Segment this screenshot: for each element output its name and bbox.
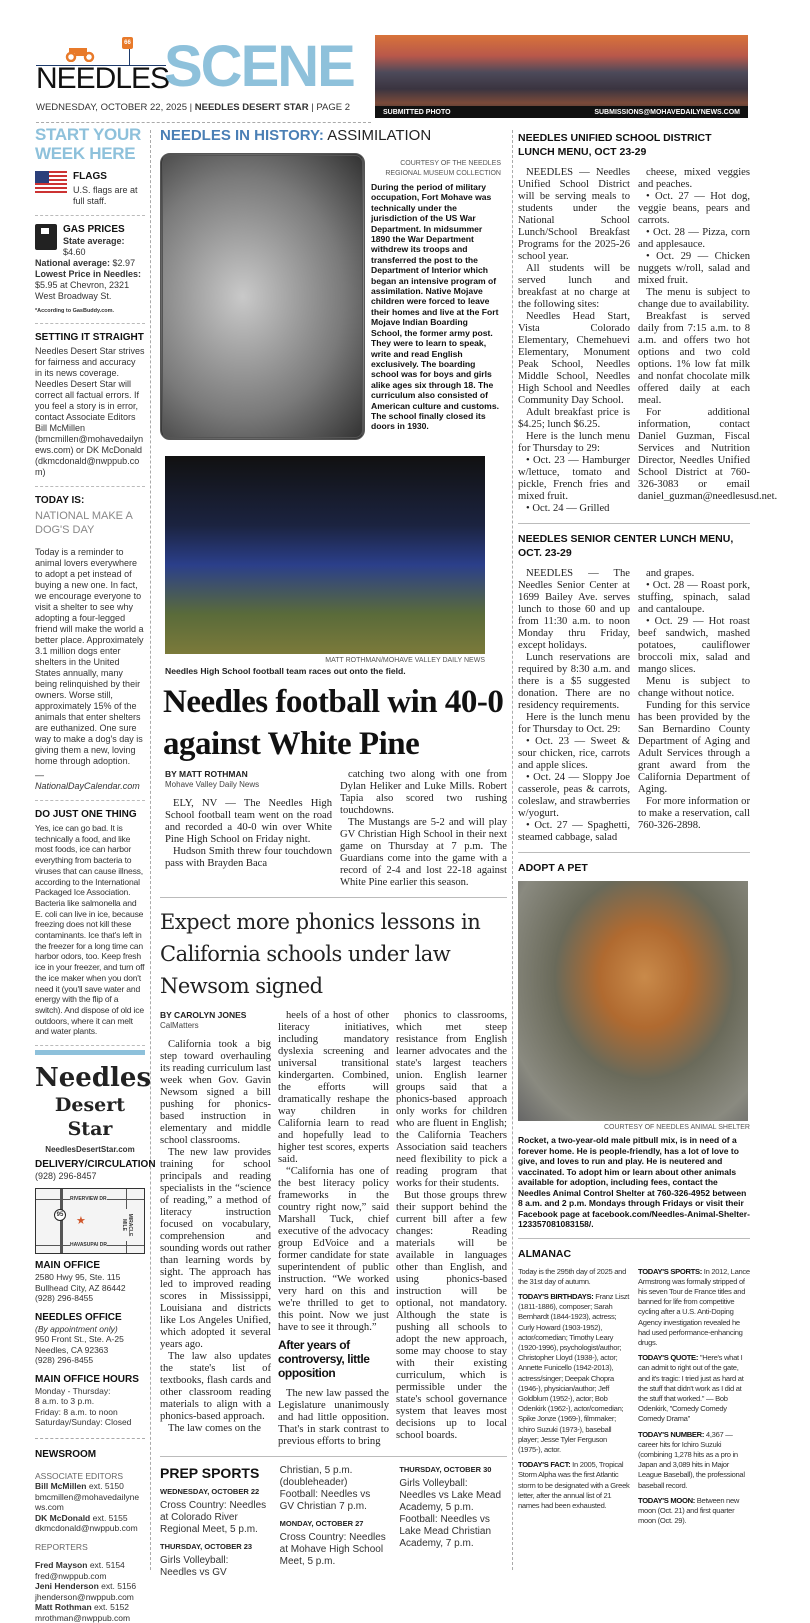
flags-title: FLAGS: [73, 171, 107, 182]
flags-text: U.S. flags are at full staff.: [73, 185, 138, 206]
staff-name: DK McDonald: [35, 1512, 91, 1523]
history-section: [160, 153, 507, 440]
address-line: Bullhead City, AZ 86442: [35, 1282, 126, 1293]
gas-note: *According to GasBuddy.com.: [35, 308, 115, 314]
nusd-lunch-menu: [518, 131, 778, 515]
almanac-intro: Today is the 295th day of 2025 and the 31st day of autumn.: [518, 1266, 627, 1286]
section-divider: [518, 852, 750, 853]
staff-name: Fred Mayson: [35, 1560, 88, 1571]
phone: (928) 296-8455: [35, 1355, 94, 1366]
menu-paragraph: Menu is subject to change without notice.: [638, 676, 750, 699]
article-paragraph: The Mustangs are 5-2 and will play GV Christian High School in their next game on Thursday at 7 p.m. The Guardians come into the game with a record of 2-4 and lost 22-18 against White Pine earlier this season.: [340, 817, 507, 888]
photo-credit: COURTESY OF NEEDLES ANIMAL SHELTER: [603, 1124, 750, 1131]
hours-title: MAIN OFFICE HOURS: [35, 1373, 139, 1385]
menu-paragraph: • Oct. 28 — Roast pork, stuffing, spinach, salad and cantaloupe.: [638, 580, 750, 615]
schedule-day: THURSDAY, OCTOBER 23: [160, 1542, 253, 1551]
history-title: ASSIMILATION: [327, 127, 432, 144]
menu-paragraph: • Oct. 23 — Hamburger w/lettuce, tomato and pickle, French fries and mixed fruit.: [518, 455, 630, 502]
photo-credit: COURTESY OF THE NEEDLES REGIONAL MUSEUM COLLECTION: [385, 160, 501, 177]
delivery-title: DELIVERY/CIRCULATION: [35, 1159, 156, 1171]
senior-lunch-menu: [518, 532, 750, 844]
almanac-text: In 2012, Lance Armstrong was formally stripped of his seven Tour de France titles and banned for life from competitive cycling after a U.S. Anti-Doping Agency investigation revealed he had used performance-enhancing drugs.: [638, 1266, 750, 1347]
highway-95-marker: 95: [54, 1209, 66, 1221]
office-star-icon: ★: [76, 1215, 86, 1228]
reporters-label: REPORTERS: [35, 1541, 88, 1552]
almanac-item: [518, 1292, 630, 1455]
nusd-title: NEEDLES UNIFIED SCHOOL DISTRICT LUNCH MENU, OCT 23-29: [518, 132, 712, 158]
staff-name: Bill McMillen: [35, 1481, 87, 1492]
menu-paragraph: The menu is subject to change due to availability.: [638, 287, 750, 310]
almanac-label: TODAY'S MOON:: [638, 1495, 695, 1505]
staff-email[interactable]: mrothman@nwppub.com: [35, 1612, 131, 1623]
do-one-thing-title: DO JUST ONE THING: [35, 809, 137, 820]
menu-paragraph: • Oct. 28 — Pizza, corn and applesauce.: [638, 227, 750, 250]
menu-paragraph: For more information or to make a reservation, call 760-326-2898.: [638, 796, 750, 831]
lowest-price: $5.95 at Chevron, 2321 West Broadway St.: [35, 280, 130, 301]
almanac-item: [518, 1460, 630, 1511]
photo-caption: Needles High School football team races out onto the field.: [165, 666, 406, 676]
delivery-phone: (928) 296-8457: [35, 1171, 97, 1182]
menu-paragraph: Here is the lunch menu for Thursday to Oct. 29:: [518, 712, 630, 735]
photo-credit: MATT ROTHMAN/MOHAVE VALLEY DAILY NEWS: [325, 657, 485, 664]
article-paragraph: California took a big step toward overhauling its reading curriculum last week when Gov. Gavin Newsom signed a bill pushing for phonics-based instruction in elementary and middle school classrooms.: [160, 1039, 271, 1146]
schedule-day: THURSDAY, OCTOBER 30: [399, 1465, 492, 1474]
submissions-email[interactable]: SUBMISSIONS@MOHAVEDAILYNEWS.COM: [594, 108, 740, 116]
byline-org: Mohave Valley Daily News: [165, 780, 260, 789]
football-photo: [165, 456, 485, 654]
dateline: [36, 102, 350, 113]
website-link[interactable]: NeedlesDesertStar.com: [45, 1145, 135, 1155]
today-is-source: — NationalDayCalendar.com: [35, 770, 140, 791]
national-average-label: National average:: [35, 258, 111, 268]
do-one-thing-text: Yes, ice can go bad. It is technically a food, and like most foods, ice can harbor everything from bacteria to viruses that can cause illness, according to the International Packaged Ice Association. Bacteria like salmonella and E. coli can live in ice, because freezing does not kill these contaminants. Ice that's left in the freezer for a long time can harbor odors, too. Keep fresh ice in your freezer, and turn off the ice maker when you don't need it (you'll save water and energy with the flip of a switch). And dispose of old ice outdoors, where it can melt and water plants.: [35, 823, 145, 1037]
left-sidebar: [35, 125, 156, 1623]
lowest-price-label: Lowest Price in Needles:: [35, 269, 142, 279]
paper-name: NEEDLES DESERT STAR: [194, 102, 309, 113]
state-average: $4.60: [63, 247, 86, 257]
adopt-title: ADOPT A PET: [518, 862, 588, 874]
history-heading: [160, 127, 507, 145]
issue-date: WEDNESDAY, OCTOBER 22, 2025: [36, 102, 188, 113]
menu-paragraph: • Oct. 27 — Hot dog, veggie beans, pears and carrots.: [638, 191, 750, 226]
staff-email[interactable]: fred@nwppub.com: [35, 1570, 107, 1581]
schedule-event: Football: Needles vs Lake Mead Christian Academy, 7 p.m.: [399, 1514, 492, 1549]
needles-office-title: NEEDLES OFFICE: [35, 1311, 122, 1323]
hours-line: Saturday/Sunday: Closed: [35, 1417, 132, 1428]
submitted-photo: [375, 35, 748, 118]
desert-star-logo: Needles: [35, 1063, 152, 1094]
byline: BY CAROLYN JONES: [160, 1010, 247, 1020]
article-paragraph: catching two along with one from Dylan Heliker and Luke Mills. Robert Tapia also scored two rushing touchdowns.: [340, 769, 507, 816]
map-street-label: RIVERVIEW DR: [70, 1196, 107, 1203]
staff-ext: ext. 5152: [94, 1602, 130, 1613]
phonics-article-body: [160, 1010, 507, 1448]
prep-sports-title: PREP SPORTS: [160, 1465, 260, 1481]
article-paragraph: But those groups threw their support behind the current bill after a few changes: Reading materials will be available in languages other than English, and using phonics-based instruction will be optional, not mandatory. Although the state is pushing all schools to adopt the new approach, some may choose to stay with their existing curriculum, which is permissible under the state's school governance system that leaves most decisions up to local school boards.: [396, 1190, 507, 1441]
schedule-event: Football: Needles vs GV Christian 7 p.m.: [279, 1489, 371, 1512]
staff-ext: ext. 5155: [92, 1512, 128, 1523]
desert-star-logo: Desert Star: [54, 1094, 126, 1141]
page-number: PAGE 2: [316, 102, 350, 113]
article-paragraph: heels of a host of other literacy initiatives, including mandatory dyslexia screening and universal transitional kindergarten. Combined, the efforts will dramatically reshape the way children in California learn to read and hopefully lead to higher test scores, experts said.: [278, 1010, 389, 1165]
menu-paragraph: All students will be served lunch and breakfast at no charge at the following sites:: [518, 263, 630, 310]
column-divider: [150, 130, 151, 1570]
almanac-label: TODAY'S SPORTS:: [638, 1266, 702, 1276]
right-column: [518, 131, 778, 1531]
section-divider: [518, 523, 750, 524]
phone: (928) 296-8455: [35, 1293, 94, 1304]
schedule-event: Cross Country: Needles at Colorado River Regional Meet, 5 p.m.: [160, 1500, 267, 1535]
menu-paragraph: Here is the lunch menu for Thursday to 29:: [518, 431, 630, 454]
menu-paragraph: • Oct. 24 — Grilled: [526, 503, 610, 514]
almanac-text: "Here's what I can admit to right out of the gate, and it's tragic: I tried just as hard at the stuff that didn't work as I did at the stuff that worked." — Bob Odenkirk, "Comedy Comedy Comedy Drama": [638, 1353, 744, 1424]
schedule-event: Girls Volleyball: Needles vs GV Christian, 5 p.m. (doubleheader): [160, 1465, 353, 1578]
almanac-item: [638, 1430, 750, 1491]
almanac-title: ALMANAC: [518, 1247, 572, 1260]
photo-credit: SUBMITTED PHOTO: [383, 108, 451, 116]
motorcycle-icon: [63, 46, 99, 62]
staff-ext: ext. 5156: [101, 1581, 137, 1592]
article-paragraph: “California has one of the best literacy policy frameworks in the country right now,” said Marshall Tuck, chief executive of the advocacy group EdVoice and a former candidate for state superintendent of public instruction. “We worked very hard on this and we're thrilled to get to this point. Now we just have to see it through.”: [278, 1166, 389, 1333]
sidebar-title: START YOUR WEEK HERE: [35, 125, 141, 163]
article-subhead: After years of controversy, little opposition: [278, 1338, 370, 1380]
article-paragraph: The new law provides training for school principals and reading specialists in the “science of reading,” a method of literacy instruction focused on vocabulary, comprehension and sounding words out rather than learning words by sight. The approach has led to improved reading scores in Mississippi, Louisiana and districts like Los Angeles Unified, which adopted it several years ago.: [160, 1147, 271, 1350]
article-paragraph: Hudson Smith threw four touchdown pass with Brayden Baca: [165, 846, 332, 869]
separator: |: [311, 102, 314, 113]
staff-ext: ext. 5150: [88, 1481, 124, 1492]
office-map: [35, 1188, 145, 1254]
gas-pump-icon: [35, 224, 57, 250]
address-line: Needles, CA 92363: [35, 1344, 109, 1355]
route-number: 66: [124, 40, 131, 46]
menu-paragraph: Needles Head Start, Vista Colorado Elementary, Chemehuevi Elementary, Monument Peak School, Needles Middle School, Needles High School and Needles Community Day School.: [518, 311, 630, 406]
almanac-text: Franz Liszt (1811-1886), composer; Sarah Bernhardt (1844-1923), actress; Curly Howard (1903-1952), actor/comedian; Timothy Leary (1920-1996), psychologist/author; Christopher Lloyd (1938-), actor; Annette Funicello (1942-2013), actress/singer; Deepak Chopra (1946-), physician/author; Jeff Goldblum (1952-), actor; Bob Odenkirk (1962-), actor/comedian; Spike Jonze (1969-), filmmaker; Ichiro Suzuki (1973-), baseball player; Jesse Tyler Ferguson (1975-), actor.: [518, 1291, 630, 1454]
schedule-event: Girls Volleyball: Needles vs Lake Mead Academy, 5 p.m.: [399, 1478, 502, 1513]
hours-line: Monday - Thursday:: [35, 1385, 111, 1396]
adopt-text: Rocket, a two-year-old male pitbull mix, is in need of a forever home. He is people-friendly, has a lot of love to give, and loves to run and play. He is neutered and vaccinated. To adopt him or learn about other animals available for adoption, including fees, contact the Needles Animal Control Shelter at 760-326-4952 between 8 a.m. and 2 p.m. Mondays through Fridays or visit their Facebook page at facebook.com/Needles-Animal-Shelter-123357081083158/.: [518, 1135, 750, 1229]
hours-line: Friday: 8 a.m. to noon: [35, 1406, 118, 1417]
gas-title: GAS PRICES: [63, 224, 125, 235]
staff-email[interactable]: bmcmillen@mohavedailynews.com: [35, 1491, 140, 1513]
menu-paragraph: NEEDLES — Needles Unified School District will be serving meals to students under the National School Lunch/School Breakfast Programs for the 2025-26 school year.: [518, 167, 630, 262]
hours-line: 8 a.m. to 3 p.m.: [35, 1396, 95, 1407]
article-paragraph: phonics to classrooms, which met steep resistance from English learner advocates and the state's largest teachers union. English learner groups said that a phonics-based approach only works for children who are fluent in English; the California Teachers Association said teachers need flexibility to pick a reading program that works for their students.: [396, 1010, 507, 1189]
almanac: [518, 1247, 750, 1532]
header-divider: [36, 122, 371, 123]
today-is-text: Today is a reminder to animal lovers everywhere to adopt a pet instead of buying a new one. In fact, we encourage everyone to visit a shelter to see why adopting a four-legged friend will make the world a better place. Approximately 3.1 million dogs enter shelters in the United States annually, many being relinquished by their owners. Worse still, approximately 15% of the animals that enter shelters are euthanized. One sure way to make a dog's day is giving them a new, loving home through adoption.: [35, 547, 144, 766]
almanac-text: In 2005, Tropical Storm Alpha was the first Atlantic storm to be designated with a Greek letter, after the annual list of 21 names had been exhausted.: [518, 1460, 630, 1510]
menu-paragraph: For additional information, contact Daniel Guzman, Fiscal Services and Nutrition Director, Needles Unified School District at 760-326-3083 or email daniel_guzman@needlesusd.net.: [638, 407, 778, 502]
menu-paragraph: Lunch reservations are required by 8:30 a.m. and there is a $5 suggested donation. There are no residency requirements.: [518, 652, 630, 711]
history-kicker: NEEDLES IN HISTORY:: [160, 127, 324, 144]
almanac-label: TODAY'S BIRTHDAYS:: [518, 1291, 594, 1301]
menu-paragraph: • Oct. 29 — Hot roast beef sandwich, mashed potatoes, cauliflower broccoli mix, salad and mango slices.: [638, 616, 750, 675]
football-headline: Needles football win 40-0 against White Pine: [163, 684, 504, 762]
almanac-text: Between new moon (Oct. 21) and first quarter moon (Oct. 29).: [638, 1495, 740, 1526]
staff-name: Jeni Henderson: [35, 1581, 99, 1592]
schedule-day: MONDAY, OCTOBER 27: [279, 1519, 364, 1528]
article-paragraph: The law also updates the state's list of textbooks, flash cards and other classroom reading materials to align with a phonics-based approach.: [160, 1351, 271, 1422]
photo-caption-bar: [375, 106, 748, 118]
menu-paragraph: NEEDLES — The Needles Senior Center at 1699 Bailey Ave. serves lunch to those 60 and up from 11:30 a.m. to noon Monday thru Friday, except holidays.: [518, 568, 630, 651]
almanac-item: [638, 1496, 750, 1527]
staff-email[interactable]: dkmcdonald@nwppub.com: [35, 1523, 138, 1534]
menu-paragraph: • Oct. 29 — Chicken nuggets w/roll, salad and mixed fruit.: [638, 251, 750, 286]
editors-label: ASSOCIATE EDITORS: [35, 1470, 124, 1481]
section-divider: [518, 1238, 750, 1239]
staff-name: Matt Rothman: [35, 1602, 92, 1613]
article-paragraph: The new law passed the Legislature unanimously and had little opposition. That's in stark contrast to previous efforts to bring: [278, 1388, 389, 1447]
almanac-item: [638, 1267, 750, 1349]
prep-sports: [160, 1465, 507, 1579]
masthead-scene: SCENE: [164, 34, 354, 99]
football-article-body: [165, 769, 507, 889]
senior-title: NEEDLES SENIOR CENTER LUNCH MENU, OCT. 23-29: [518, 533, 734, 559]
appointment-note: (By appointment only): [35, 1323, 118, 1334]
today-is-name: NATIONAL MAKE A DOG'S DAY: [35, 510, 133, 536]
address-line: 2580 Hwy 95, Ste. 115: [35, 1272, 121, 1283]
route-66-sign-icon: [122, 37, 133, 49]
main-office-title: MAIN OFFICE: [35, 1260, 100, 1272]
byline: BY MATT ROTHMAN: [165, 769, 248, 779]
accent-bar: [35, 1050, 145, 1055]
menu-paragraph: • Oct. 23 — Sweet & sour chicken, rice, carrots and apple slices.: [518, 736, 630, 771]
almanac-text: 4,367 — career hits for Ichiro Suzuki (combining 1,278 hits as a pro in Japan and 3,089 hits in Major League Baseball), the professional baseball record.: [638, 1429, 745, 1490]
menu-paragraph: • Oct. 27 — Spaghetti, steamed cabbage, salad: [518, 820, 630, 843]
map-street-label: MIRACLE MILE: [121, 1209, 133, 1241]
byline-org: CalMatters: [160, 1021, 199, 1030]
separator: |: [189, 102, 193, 113]
middle-column: [160, 127, 507, 1579]
state-average-label: State average:: [63, 236, 125, 246]
national-average: $2.97: [112, 258, 136, 268]
setting-straight-title: SETTING IT STRAIGHT: [35, 332, 144, 343]
staff-email[interactable]: jhenderson@nwppub.com: [35, 1591, 134, 1602]
menu-paragraph: cheese, mixed veggies and peaches.: [638, 167, 750, 190]
menu-paragraph: Funding for this service has been provided by the San Bernardino County Department of Aging and Adult Services through a grant award from the California Department of Aging.: [638, 700, 750, 795]
article-paragraph: ELY, NV — The Needles High School football team went on the road and recorded a 40-0 win over White Pine High School on Friday night.: [165, 798, 332, 845]
menu-paragraph: and grapes.: [646, 568, 695, 579]
menu-paragraph: Adult breakfast price is $4.25; lunch $6.25.: [518, 407, 630, 430]
history-photo: [160, 153, 365, 440]
article-paragraph: The law comes on the: [168, 1423, 261, 1434]
section-divider: [160, 1456, 507, 1457]
schedule-event: Cross Country: Needles at Mohave High School Meet, 5 p.m.: [279, 1532, 386, 1567]
history-caption: During the period of military occupation, Fort Mohave was technically under the jurisdiction of the US War Department. In midsummer 1890 the War Department withdrew its troops and transferred the post to the Department of Interior which began an intensive program of assimilation. Native Mojave children were forced to leave their homes and live at the Fort Mojave Indian Boarding School, the former army post. They were to learn to speak, write and read English exclusively. The boarding school was for boys and girls alike ages six through 18. The curriculum also consisted of American culture and customs. The school finally closed its doors in 1930.: [371, 182, 499, 432]
schedule-day: WEDNESDAY, OCTOBER 22: [160, 1487, 260, 1496]
newsroom-title: NEWSROOM: [35, 1448, 97, 1460]
us-flag-icon: [35, 171, 67, 195]
today-is-title: TODAY IS:: [35, 495, 85, 506]
phonics-headline: Expect more phonics lessons in California schools under law Newsom signed: [160, 910, 481, 998]
menu-paragraph: Breakfast is served daily from 7:15 a.m. to 8 a.m. and offers two hot options and two cold options. 1% low fat milk and nonfat chocolate milk offered daily at each meal.: [638, 311, 750, 406]
column-divider: [512, 130, 513, 1570]
menu-paragraph: • Oct. 24 — Sloppy Joe casserole, peas & carrots, coleslaw, and strawberries w/yogurt.: [518, 772, 630, 819]
almanac-item: [638, 1353, 750, 1424]
masthead-needles: NEEDLES: [36, 62, 170, 95]
address-line: 950 Front St., Ste. A-25: [35, 1334, 124, 1345]
almanac-label: TODAY'S QUOTE:: [638, 1353, 699, 1363]
staff-ext: ext. 5154: [89, 1560, 125, 1571]
almanac-label: TODAY'S NUMBER:: [638, 1429, 705, 1439]
dog-photo: [518, 881, 748, 1121]
map-street-label: HAVASUPAI DR: [70, 1242, 107, 1249]
setting-straight-text: Needles Desert Star strives for fairness and accuracy in its news coverage. Needles Desert Star will correct all factual errors. If you feel a story is in error, contact Associate Editors Bill McMillen (bmcmillen@mohavedailynews.com) or DK McDonald (dkmcdonald@nwppub.com): [35, 346, 145, 477]
article-divider: [160, 897, 507, 898]
almanac-label: TODAY'S FACT:: [518, 1460, 571, 1470]
